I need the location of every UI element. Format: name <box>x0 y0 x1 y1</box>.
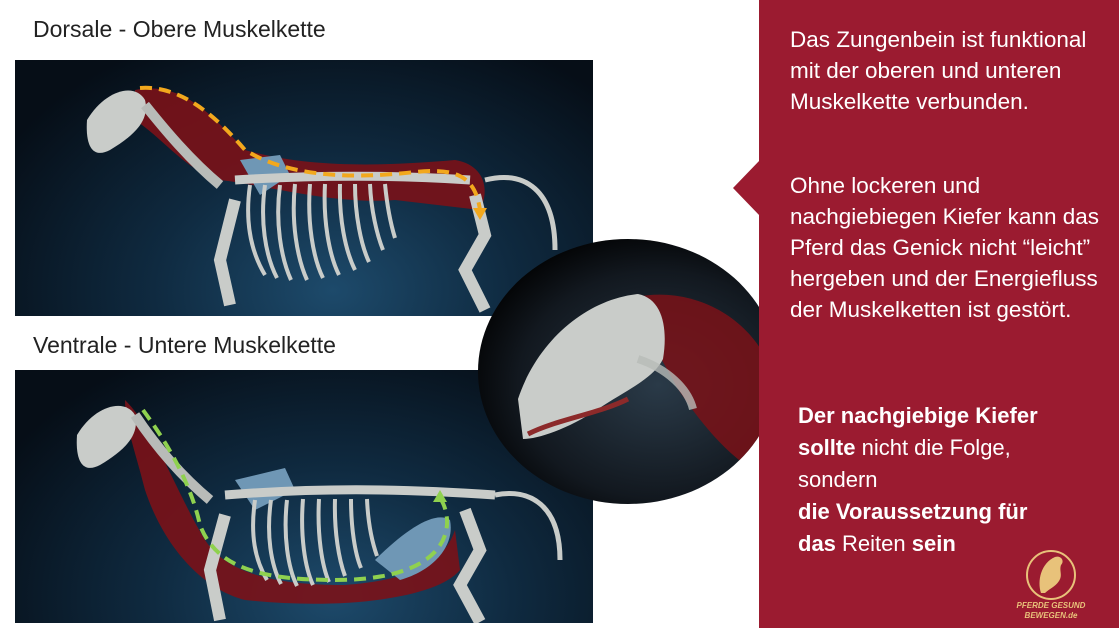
logo-text-line-2: BEWEGEN.de <box>1024 611 1078 620</box>
conclusion-text-3: Reiten <box>835 531 912 556</box>
info-paragraph-2: Ohne lockeren und nachgiebiegen Kiefer kann das Pferd das Genick nicht “leicht” hergeben und der Energiefluss der Muskelketten ist gestört. <box>790 173 1099 322</box>
conclusion-bold-1: Der nachgiebige Kiefer <box>798 403 1038 428</box>
horse-head-detail-illustration <box>478 239 778 504</box>
callout-pointer <box>733 160 760 216</box>
conclusion-text-2: sondern <box>798 467 878 492</box>
conclusion-bold-5: sein <box>911 531 956 556</box>
conclusion-text-1: nicht die Folge, <box>855 435 1011 460</box>
horse-head-logo-icon <box>1015 545 1087 601</box>
logo-text-line-1: PFERDE GESUND <box>1016 601 1086 610</box>
conclusion-bold-4: das <box>798 531 836 556</box>
info-conclusion <box>798 400 1108 560</box>
jaw-detail-zoom <box>478 239 778 504</box>
dorsal-chain-title: Dorsale - Obere Muskelkette <box>33 16 326 42</box>
ventral-chain-title: Ventrale - Untere Muskelkette <box>33 332 336 358</box>
info-paragraph-1: Das Zungenbein ist funktional mit der oberen und unteren Muskelkette verbunden. <box>790 27 1087 114</box>
brand-logo <box>1015 545 1087 625</box>
conclusion-bold-2: sollte <box>798 435 856 460</box>
conclusion-bold-3: die Voraussetzung für <box>798 499 1028 524</box>
